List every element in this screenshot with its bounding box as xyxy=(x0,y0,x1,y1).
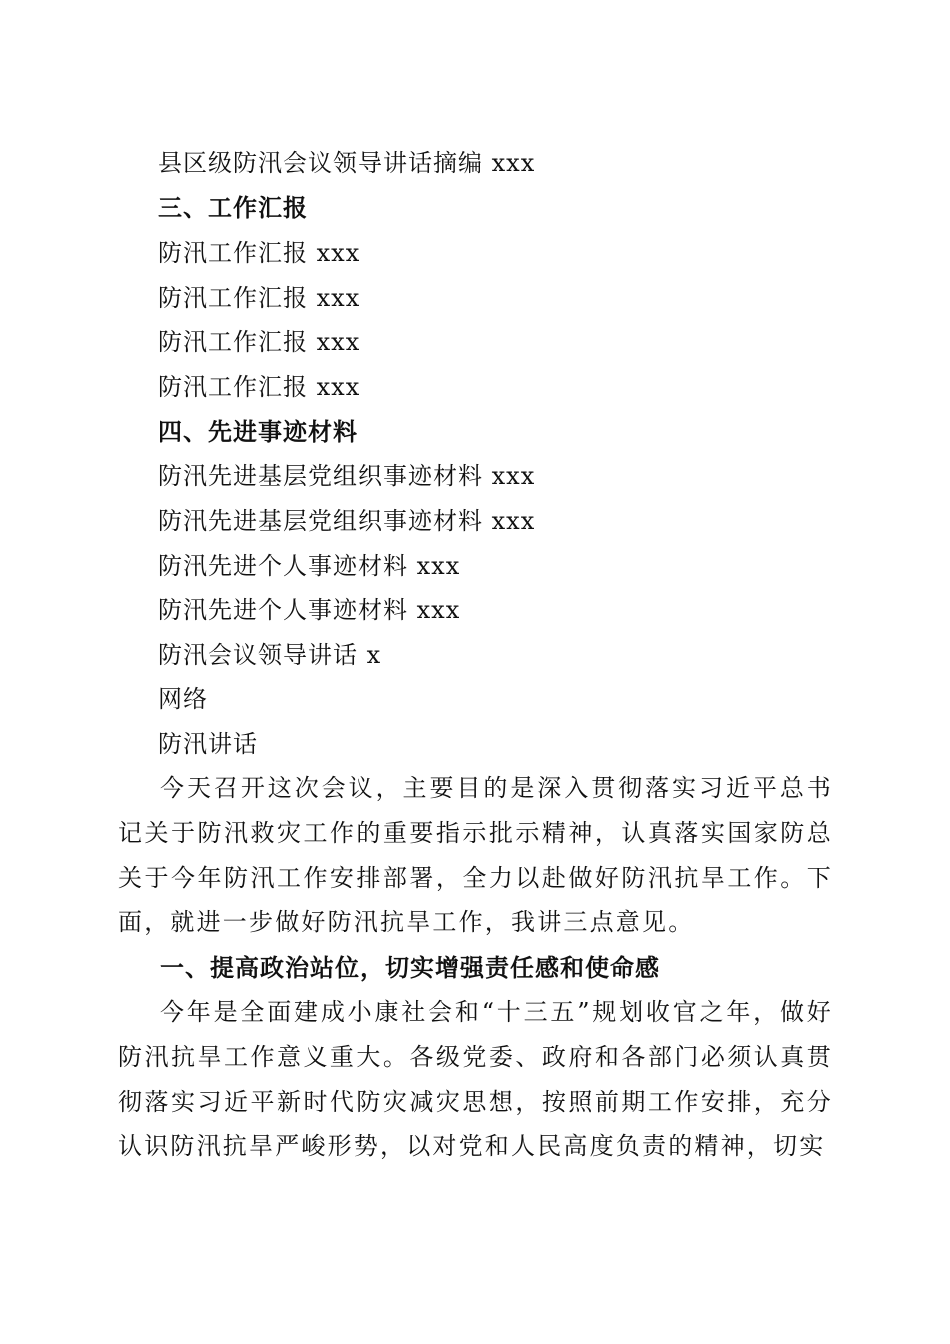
point1-heading: 一、提高政治站位，切实增强责任感和使命感 xyxy=(160,954,660,982)
point1-paragraph: 今年是全面建成小康社会和“十三五”规划收官之年，做好防汛抗旱工作意义重大。各级党委、政府和各部门必须认真贯彻落实习近平新时代防灾减灾思想，按照前期工作安排，充分认识防汛抗旱严峻形势，以对党和人民高度负责的精神，切实 xyxy=(118,998,833,1161)
toc-item-report: 防汛工作汇报 xxx xyxy=(158,328,361,356)
toc-item-leader-speech: 防汛会议领导讲话 x xyxy=(158,641,382,669)
toc-section-work-reports: 三、工作汇报 xyxy=(158,194,308,222)
source-label: 网络 xyxy=(158,685,208,713)
toc-item-deed: 防汛先进基层党组织事迹材料 xxx xyxy=(158,507,536,535)
intro-paragraph: 今天召开这次会议，主要目的是深入贯彻落实习近平总书记关于防汛救灾工作的重要指示批示精神，认真落实国家防总关于今年防汛工作安排部署，全力以赴做好防汛抗旱工作。下面，就进一步做好防汛抗旱工作，我讲三点意见。 xyxy=(118,774,833,937)
toc-item-deed: 防汛先进个人事迹材料 xxx xyxy=(158,596,461,624)
toc-section-advanced-deeds: 四、先进事迹材料 xyxy=(158,418,358,446)
toc-item-deed: 防汛先进个人事迹材料 xxx xyxy=(158,552,461,580)
toc-item-report: 防汛工作汇报 xxx xyxy=(158,284,361,312)
toc-item-deed: 防汛先进基层党组织事迹材料 xxx xyxy=(158,462,536,490)
toc-item-county-speech: 县区级防汛会议领导讲话摘编 xxx xyxy=(158,149,536,177)
toc-item-report: 防汛工作汇报 xxx xyxy=(158,239,361,267)
toc-item-report: 防汛工作汇报 xxx xyxy=(158,373,361,401)
speech-title: 防汛讲话 xyxy=(158,730,258,758)
